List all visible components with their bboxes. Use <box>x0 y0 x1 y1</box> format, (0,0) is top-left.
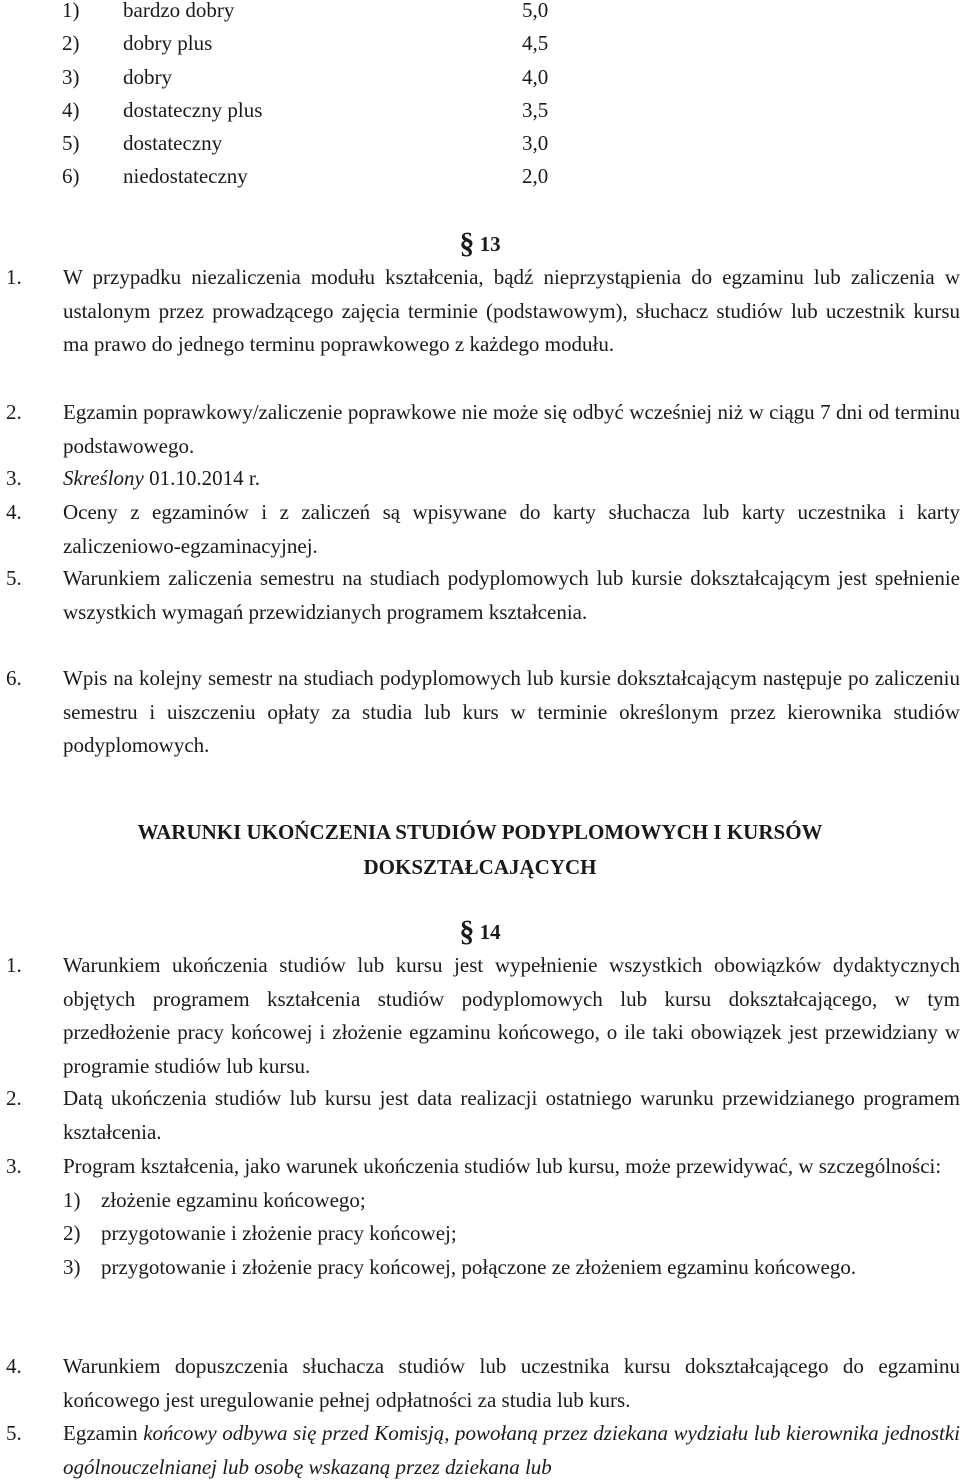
grade-value: 5,0 <box>522 0 549 22</box>
grade-name: dostateczny plus <box>123 97 263 122</box>
grade-number: 1) <box>62 0 80 22</box>
item-number: 6. <box>6 666 22 690</box>
item-text <box>63 1150 960 1284</box>
item-number: 4. <box>6 1354 22 1378</box>
sub-item <box>63 1217 960 1251</box>
struck-date: 01.10.2014 r. <box>143 466 260 490</box>
list-item <box>0 1417 960 1484</box>
item-number: 5. <box>6 1421 22 1445</box>
item-text: Oceny z egzaminów i z zaliczeń są wpisywane do karty słuchacza lub karty uczestnika i karty zaliczeniowo-egzaminacyjnej. <box>63 500 960 558</box>
list-item <box>0 949 960 1083</box>
section-sign: § <box>459 915 475 948</box>
item-number: 4. <box>6 500 22 524</box>
grade-row <box>0 94 600 127</box>
sub-item-number: 2) <box>63 1221 81 1246</box>
sub-item-text: złożenie egzaminu końcowego; <box>101 1187 366 1212</box>
item-text: W przypadku niezaliczenia modułu kształcenia, bądź nieprzystąpienia do egzaminu lub zaliczenia w ustalonym przez prowadzącego zajęcia terminie (podstawowym), słuchacz studiów lub uczestnik kursu ma prawo do jednego terminu poprawkowego z każdego modułu. <box>63 265 960 357</box>
section-heading <box>0 815 960 885</box>
paragraph-13-heading <box>0 227 960 262</box>
list-item <box>0 1350 960 1417</box>
grade-row <box>0 27 600 60</box>
heading-line-2: DOKSZTAŁCAJĄCYCH <box>363 855 597 879</box>
item-text <box>63 462 960 496</box>
grade-name: niedostateczny <box>123 164 248 189</box>
grade-number: 6) <box>62 164 80 189</box>
sub-item <box>63 1251 960 1285</box>
item-text-italic: końcowy odbywa się przed Komisją, powołaną przez dziekana wydziału lub kierownika jednostki ogólnouczelnianej lub osobę wskazaną przez dziekana lub <box>63 1421 960 1479</box>
item-text <box>63 1417 960 1484</box>
grade-row <box>0 160 600 193</box>
item-text: Warunkiem zaliczenia semestru na studiach podyplomowych lub kursie dokształcającym jest spełnienie wszystkich wymagań przewidzianych programem kształcenia. <box>63 566 960 624</box>
paragraph-number: 13 <box>479 232 501 256</box>
list-item <box>0 261 960 362</box>
list-item <box>0 1082 960 1149</box>
item-number: 3. <box>6 466 22 490</box>
list-item <box>0 1150 960 1284</box>
grade-name: dobry plus <box>123 31 213 56</box>
grade-row <box>0 61 600 94</box>
item-text: Datą ukończenia studiów lub kursu jest data realizacji ostatniego warunku przewidzianego programem kształcenia. <box>63 1086 960 1144</box>
grade-name: dobry <box>123 64 172 89</box>
item-number: 5. <box>6 566 22 590</box>
grade-value: 2,0 <box>522 164 549 189</box>
item-number: 2. <box>6 400 22 424</box>
item-text-start: Egzamin <box>63 1421 144 1445</box>
grade-number: 3) <box>62 64 80 89</box>
grade-scale-list <box>0 0 600 194</box>
grade-name: dostateczny <box>123 131 223 156</box>
item-text: Warunkiem ukończenia studiów lub kursu jest wypełnienie wszystkich obowiązków dydaktycznych objętych programem kształcenia studiów podyplomowych lub kursu dokształcającego, w tym przedłożenie pracy końcowej i złożenie egzaminu końcowego, o ile taki obowiązek jest przewidziany w programie studiów lub kursu. <box>63 953 960 1078</box>
grade-number: 4) <box>62 97 80 122</box>
grade-value: 3,5 <box>522 97 549 122</box>
sub-item-number: 3) <box>63 1254 81 1279</box>
grade-row <box>0 127 600 160</box>
list-item <box>0 662 960 763</box>
section-sign: § <box>459 227 475 260</box>
grade-value: 4,5 <box>522 31 549 56</box>
item-number: 1. <box>6 265 22 289</box>
grade-value: 4,0 <box>522 64 549 89</box>
grade-name: bardzo dobry <box>123 0 235 22</box>
item-text: Wpis na kolejny semestr na studiach podyplomowych lub kursie dokształcającym następuje po zaliczeniu semestru i uiszczeniu opłaty za studia lub kurs w terminie określonym przez kierownika studiów podyplomowych. <box>63 666 960 758</box>
sub-item-number: 1) <box>63 1187 81 1212</box>
sub-item-text: przygotowanie i złożenie pracy końcowej; <box>101 1221 457 1246</box>
item-text: Warunkiem dopuszczenia słuchacza studiów lub uczestnika kursu dokształcającego do egzaminu końcowego jest uregulowanie pełnej odpłatności za studia lub kurs. <box>63 1354 960 1412</box>
sub-item-text: przygotowanie i złożenie pracy końcowej, połączone ze złożeniem egzaminu końcowego. <box>101 1254 857 1279</box>
grade-number: 5) <box>62 131 80 156</box>
heading-line-1: WARUNKI UKOŃCZENIA STUDIÓW PODYPLOMOWYCH I KURSÓW <box>137 820 823 844</box>
item-number: 3. <box>6 1154 22 1178</box>
list-item <box>0 462 960 496</box>
list-item <box>0 396 960 463</box>
list-item <box>0 562 960 629</box>
list-item <box>0 496 960 563</box>
struck-label: Skreślony <box>63 466 144 490</box>
item-number: 1. <box>6 953 22 977</box>
grade-number: 2) <box>62 31 80 56</box>
paragraph-number: 14 <box>479 920 501 944</box>
grade-value: 3,0 <box>522 131 549 156</box>
item-intro: Program kształcenia, jako warunek ukończenia studiów lub kursu, może przewidywać, w szczególności: <box>63 1154 942 1178</box>
sub-item <box>63 1184 960 1218</box>
item-number: 2. <box>6 1086 22 1110</box>
paragraph-14-heading <box>0 915 960 950</box>
grade-row <box>0 0 600 27</box>
item-text: Egzamin poprawkowy/zaliczenie poprawkowe nie może się odbyć wcześniej niż w ciągu 7 dni od terminu podstawowego. <box>63 400 960 458</box>
